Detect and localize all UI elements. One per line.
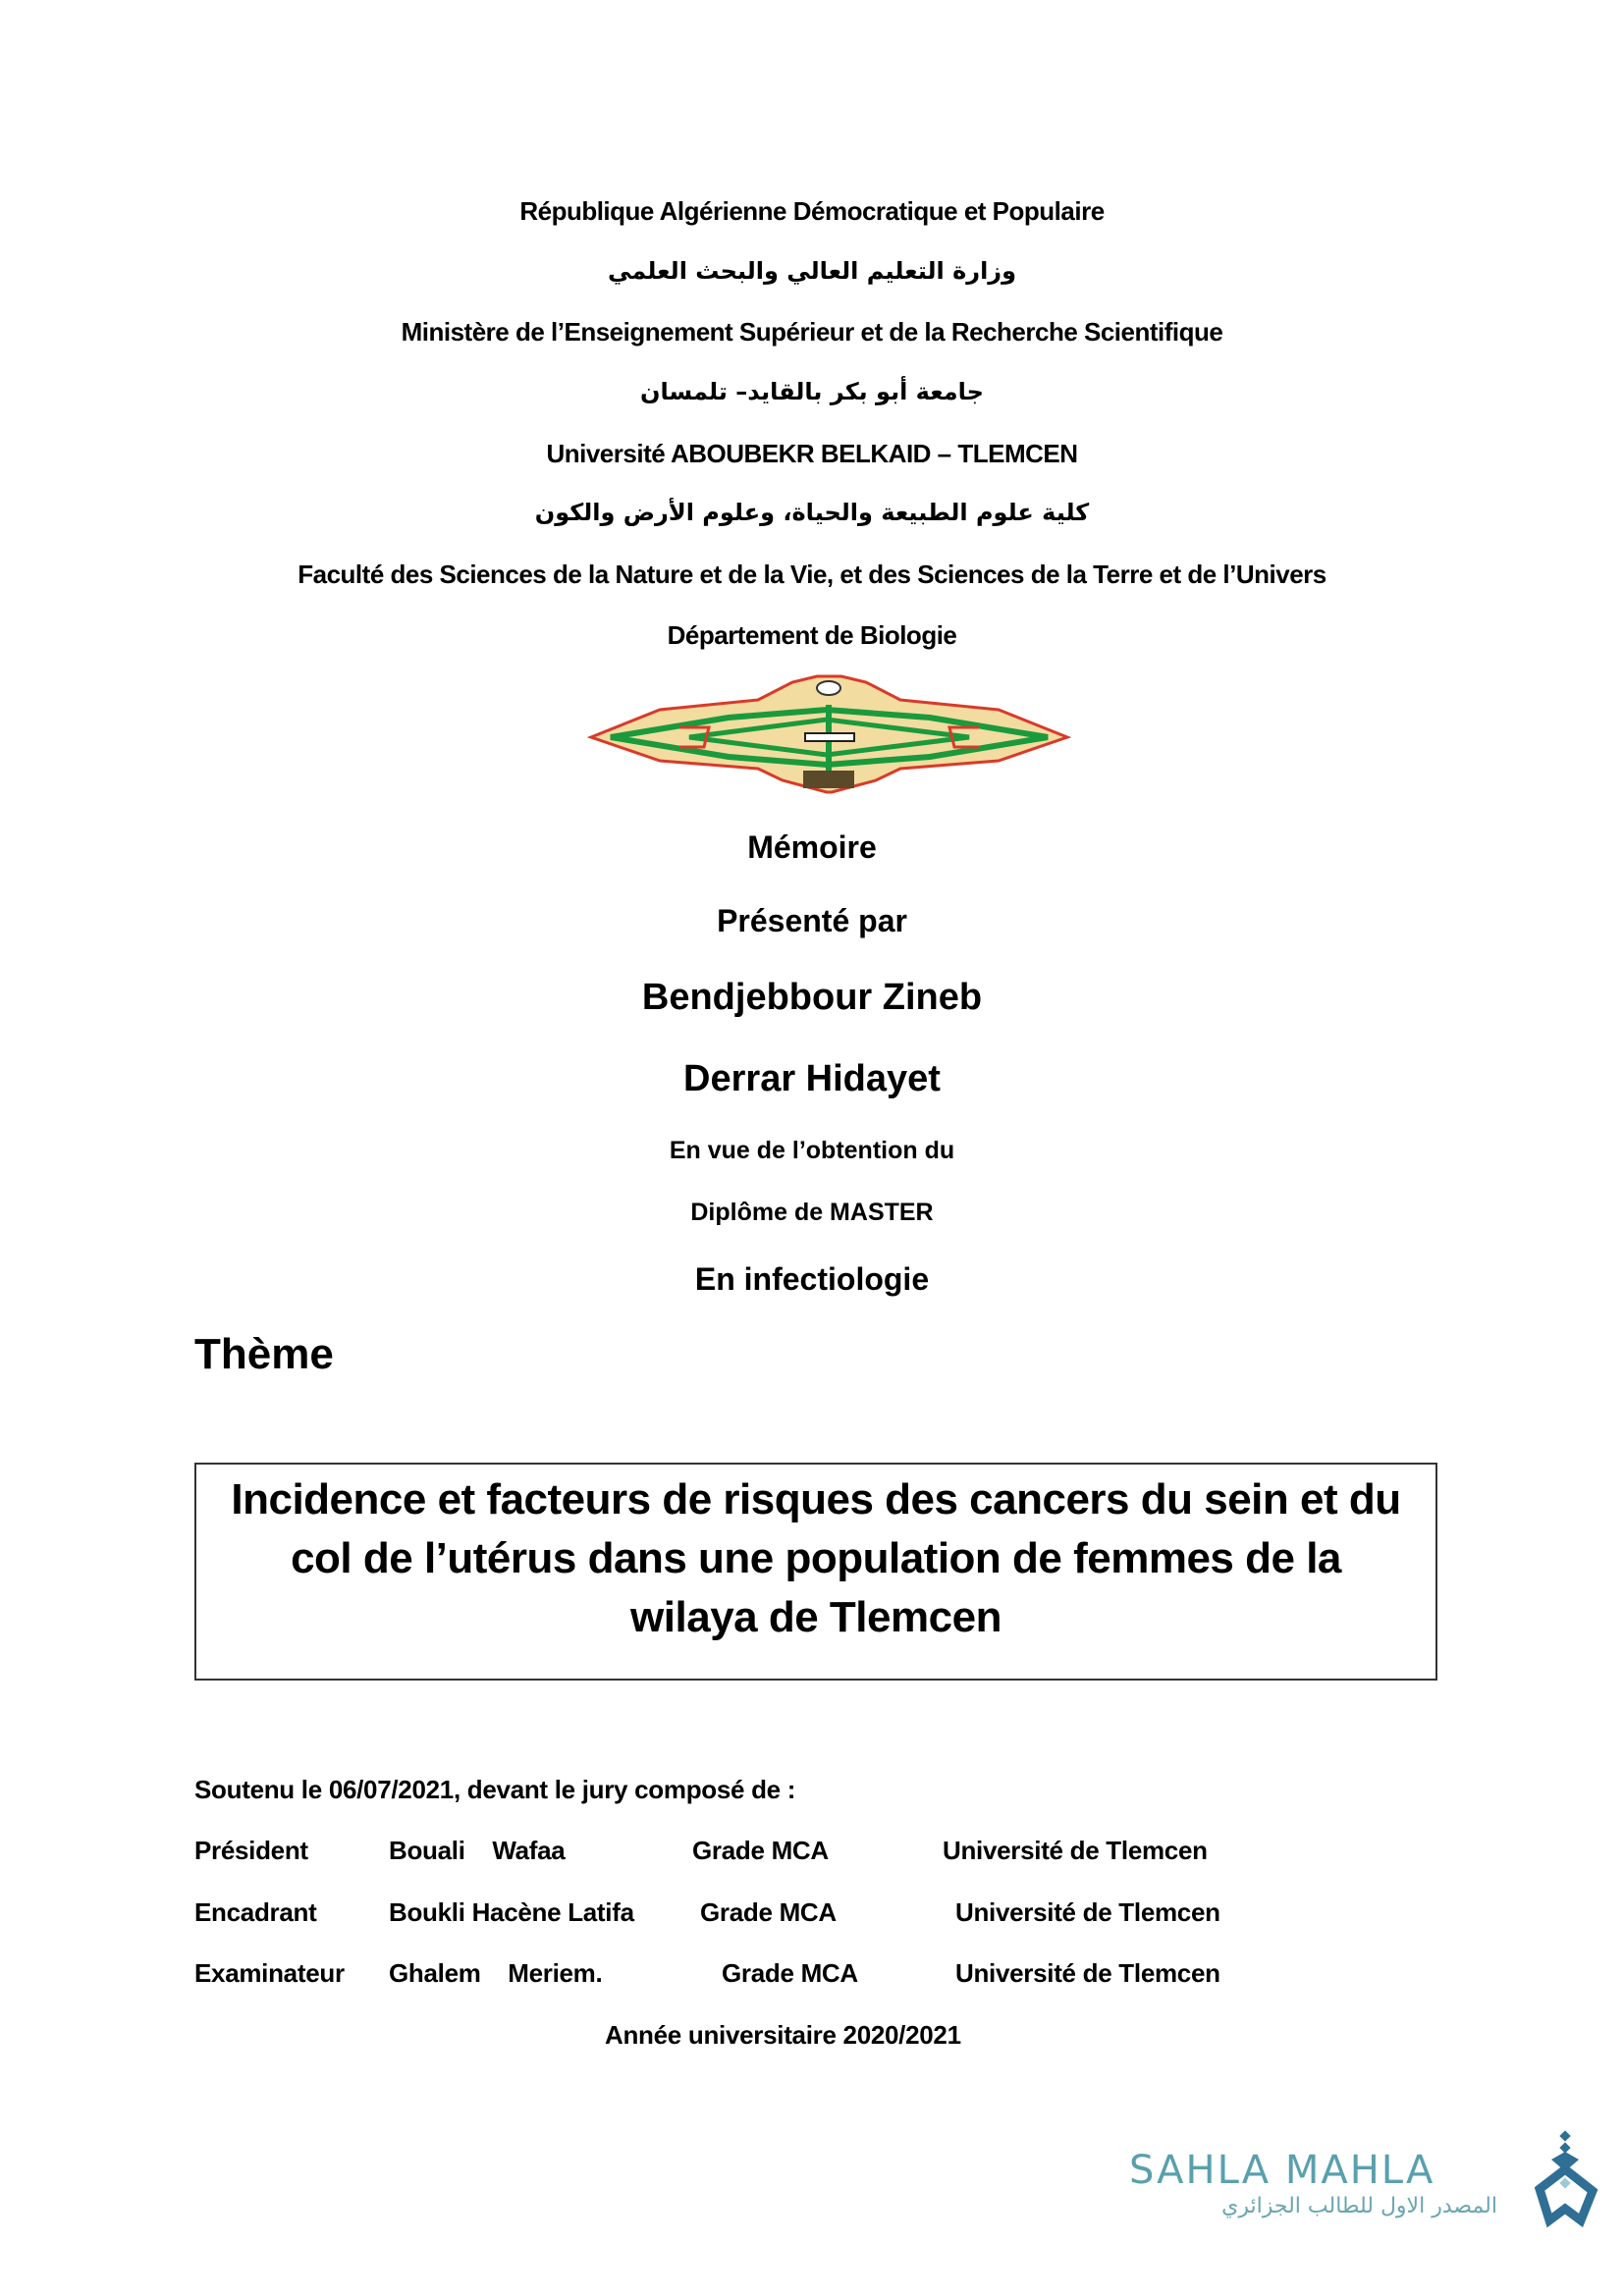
jury-role: Président [194, 1836, 308, 1865]
faculty-arabic: كلية علوم الطبيعة والحياة، وعلوم الأرض والكون [534, 499, 1090, 526]
jury-institution: Université de Tlemcen [943, 1836, 1208, 1865]
university-arabic: جامعة أبو بكر بالقايد– تلمسان [640, 378, 984, 405]
jury-name: Boukli Hacène Latifa [389, 1897, 634, 1927]
department-line: Département de Biologie [667, 620, 957, 650]
thesis-title-line-3: wilaya de Tlemcen [630, 1593, 1001, 1641]
ministry-line: Ministère de l’Enseignement Supérieur et de la Recherche Scientifique [401, 317, 1223, 347]
theme-label: Thème [194, 1330, 334, 1378]
author-1: Bendjebbour Zineb [641, 977, 983, 1018]
jury-role: Examinateur [194, 1958, 345, 1988]
defense-intro: Soutenu le 06/07/2021, devant le jury composé de : [194, 1775, 796, 1804]
ministry-arabic: وزارة التعليم العالي والبحث العلمي [607, 257, 1017, 285]
jury-grade: Grade MCA [692, 1836, 829, 1865]
jury-institution: Université de Tlemcen [955, 1897, 1220, 1927]
republic-line: République Algérienne Démocratique et Populaire [519, 196, 1105, 226]
jury-name: Bouali Wafaa [389, 1836, 566, 1865]
thesis-title-line-1: Incidence et facteurs de risques des cancers du sein et du [231, 1475, 1401, 1523]
academic-year: Année universitaire 2020/2021 [605, 2020, 961, 2050]
watermark-logo-icon [1532, 2130, 1600, 2228]
thesis-title-box [194, 1463, 1437, 1681]
author-2: Derrar Hidayet [683, 1058, 941, 1099]
presented-by: Présenté par [717, 903, 907, 938]
university-emblem-icon [581, 670, 1077, 796]
jury-role: Encadrant [194, 1897, 317, 1927]
thesis-title-line-2: col de l’utérus dans une population de femmes de la [291, 1534, 1341, 1582]
diploma-line: Diplôme de MASTER [690, 1199, 934, 1226]
obtention-line: En vue de l’obtention du [669, 1137, 955, 1164]
jury-name: Ghalem Meriem. [389, 1958, 603, 1988]
watermark-brand: SAHLA MAHLA [1129, 2148, 1435, 2193]
jury-grade: Grade MCA [722, 1958, 858, 1988]
jury-grade: Grade MCA [700, 1897, 837, 1927]
faculty-line: Faculté des Sciences de la Nature et de la Vie, et des Sciences de la Terre et de l’Univers [298, 560, 1326, 589]
university-line: Université ABOUBEKR BELKAID – TLEMCEN [546, 439, 1078, 468]
specialty-line: En infectiologie [694, 1261, 930, 1297]
watermark-tagline: المصدر الاول للطالب الجزائري [1221, 2194, 1497, 2218]
memoire-title: Mémoire [747, 829, 877, 865]
sahla-mahla-watermark [1129, 2130, 1600, 2228]
jury-institution: Université de Tlemcen [955, 1958, 1220, 1988]
